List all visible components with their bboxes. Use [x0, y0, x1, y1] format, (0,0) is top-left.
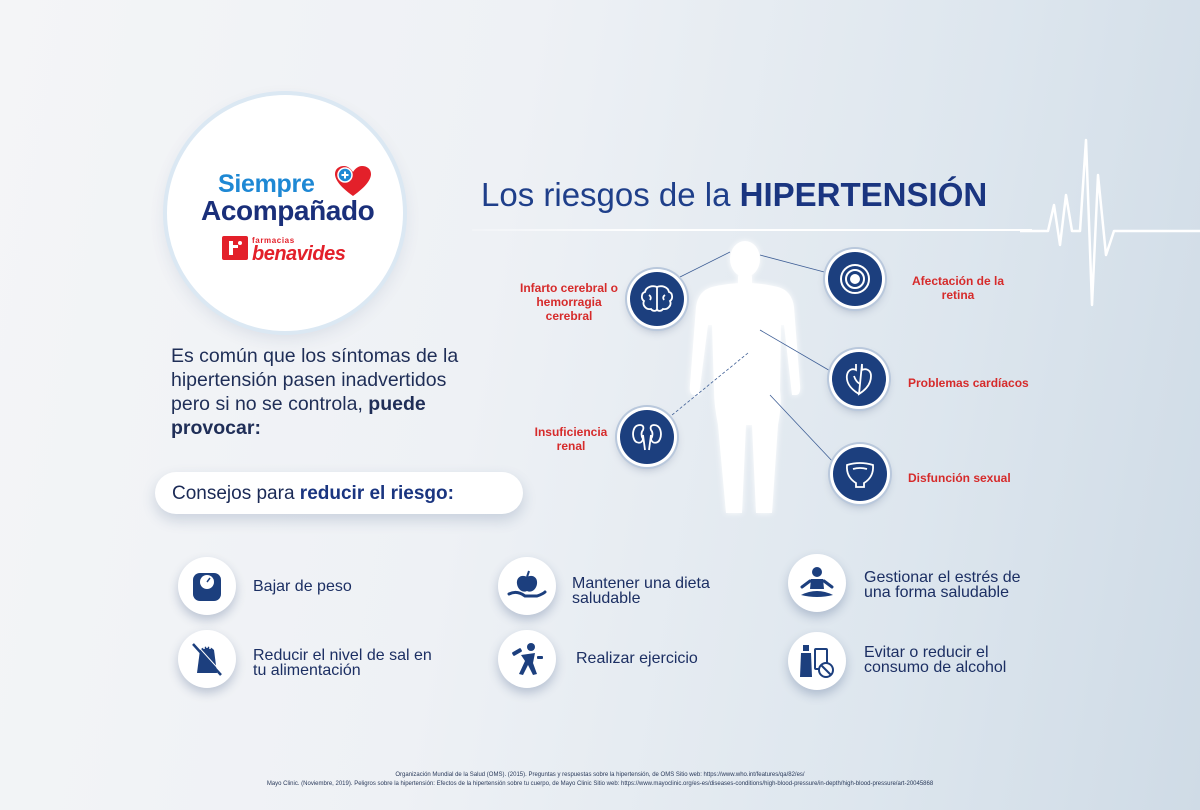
tip-icon-stress: [788, 554, 846, 612]
heart-icon: [843, 362, 875, 396]
exercise-icon: [509, 641, 545, 677]
brain-icon: [640, 284, 674, 314]
risk-label-retina: Afectación de la retina: [911, 274, 1005, 302]
benavides-logo-icon: [222, 236, 248, 260]
page-title: [481, 176, 987, 214]
tip-icon-salt: [178, 630, 236, 688]
tip-label-exercise: Realizar ejercicio: [576, 650, 698, 667]
reference-1: Organización Mundial de la Salud (OMS). (2015). Preguntas y respuestas sobre la hipertensión, de OMS Sitio web: https://www.who.int/features/qa/82/es/: [395, 772, 805, 778]
tip-icon-exercise: [498, 630, 556, 688]
risk-icon-retina: [828, 252, 882, 306]
brand-small-text: farmacias: [252, 236, 295, 245]
tip-icon-alcohol: [788, 632, 846, 690]
tip-icon-weight: [178, 557, 236, 615]
risk-icon-kidney: [620, 410, 674, 464]
reference-2: Mayo Clinic. (Noviembre, 2019). Peligros sobre la hipertensión: Efectos de la hipertensión sobre tu cuerpo, de Mayo Clinic Sitio web: https://www.mayoclinic.org/es-es/diseases-conditions/high-blood-pressure/in-depth/high-blood-pressure/art-20045868: [266, 781, 934, 787]
risk-label-kidney: Insuficiencia renal: [534, 425, 608, 453]
tip-label-diet: Mantener una dieta saludable: [572, 575, 710, 607]
risk-label-heart: Problemas cardíacos: [908, 376, 1029, 390]
kidney-icon: [630, 422, 664, 452]
meditation-icon: [798, 565, 836, 601]
no-salt-icon: [190, 641, 224, 677]
title-bold: HIPERTENSIÓN: [739, 176, 988, 213]
risk-icon-brain: [630, 272, 684, 326]
risk-label-sexual: Disfunción sexual: [908, 471, 1011, 485]
apple-hand-icon: [507, 568, 547, 604]
risk-label-brain: Infarto cerebral o hemorragia cerebral: [519, 281, 619, 323]
intro-text: Es común que los síntomas de la hipertensión pasen inadvertidos pero si no se controla,: [171, 345, 459, 415]
tip-label-salt: Reducir el nivel de sal en tu alimentación: [253, 647, 432, 679]
intro-paragraph: [171, 344, 461, 440]
brand-big-text: benavides: [252, 243, 346, 265]
tips-header-bold: reducir el riesgo:: [299, 483, 454, 504]
eye-retina-icon: [838, 262, 872, 296]
logo-line2: Acompañado: [201, 195, 375, 226]
logo-heart-icon: [335, 166, 371, 198]
logo-line1: Siempre: [218, 170, 315, 198]
risk-icon-heart: [832, 352, 886, 406]
tip-label-weight: Bajar de peso: [253, 578, 352, 595]
tip-icon-diet: [498, 557, 556, 615]
heartbeat-line: [1020, 135, 1200, 315]
tips-header-regular: Consejos para: [172, 483, 300, 504]
title-regular: Los riesgos de la: [481, 176, 740, 213]
no-alcohol-icon: [798, 643, 836, 679]
title-underline: [472, 229, 1032, 231]
tips-header: [172, 483, 454, 505]
tip-label-alcohol: Evitar o reducir el consumo de alcohol: [864, 644, 1007, 676]
intro-bold: puede provocar:: [171, 393, 426, 439]
risk-icon-sexual: [833, 447, 887, 501]
tip-label-stress: Gestionar el estrés de una forma saludable: [864, 569, 1021, 601]
bladder-icon: [844, 459, 876, 489]
scale-icon: [190, 569, 224, 603]
